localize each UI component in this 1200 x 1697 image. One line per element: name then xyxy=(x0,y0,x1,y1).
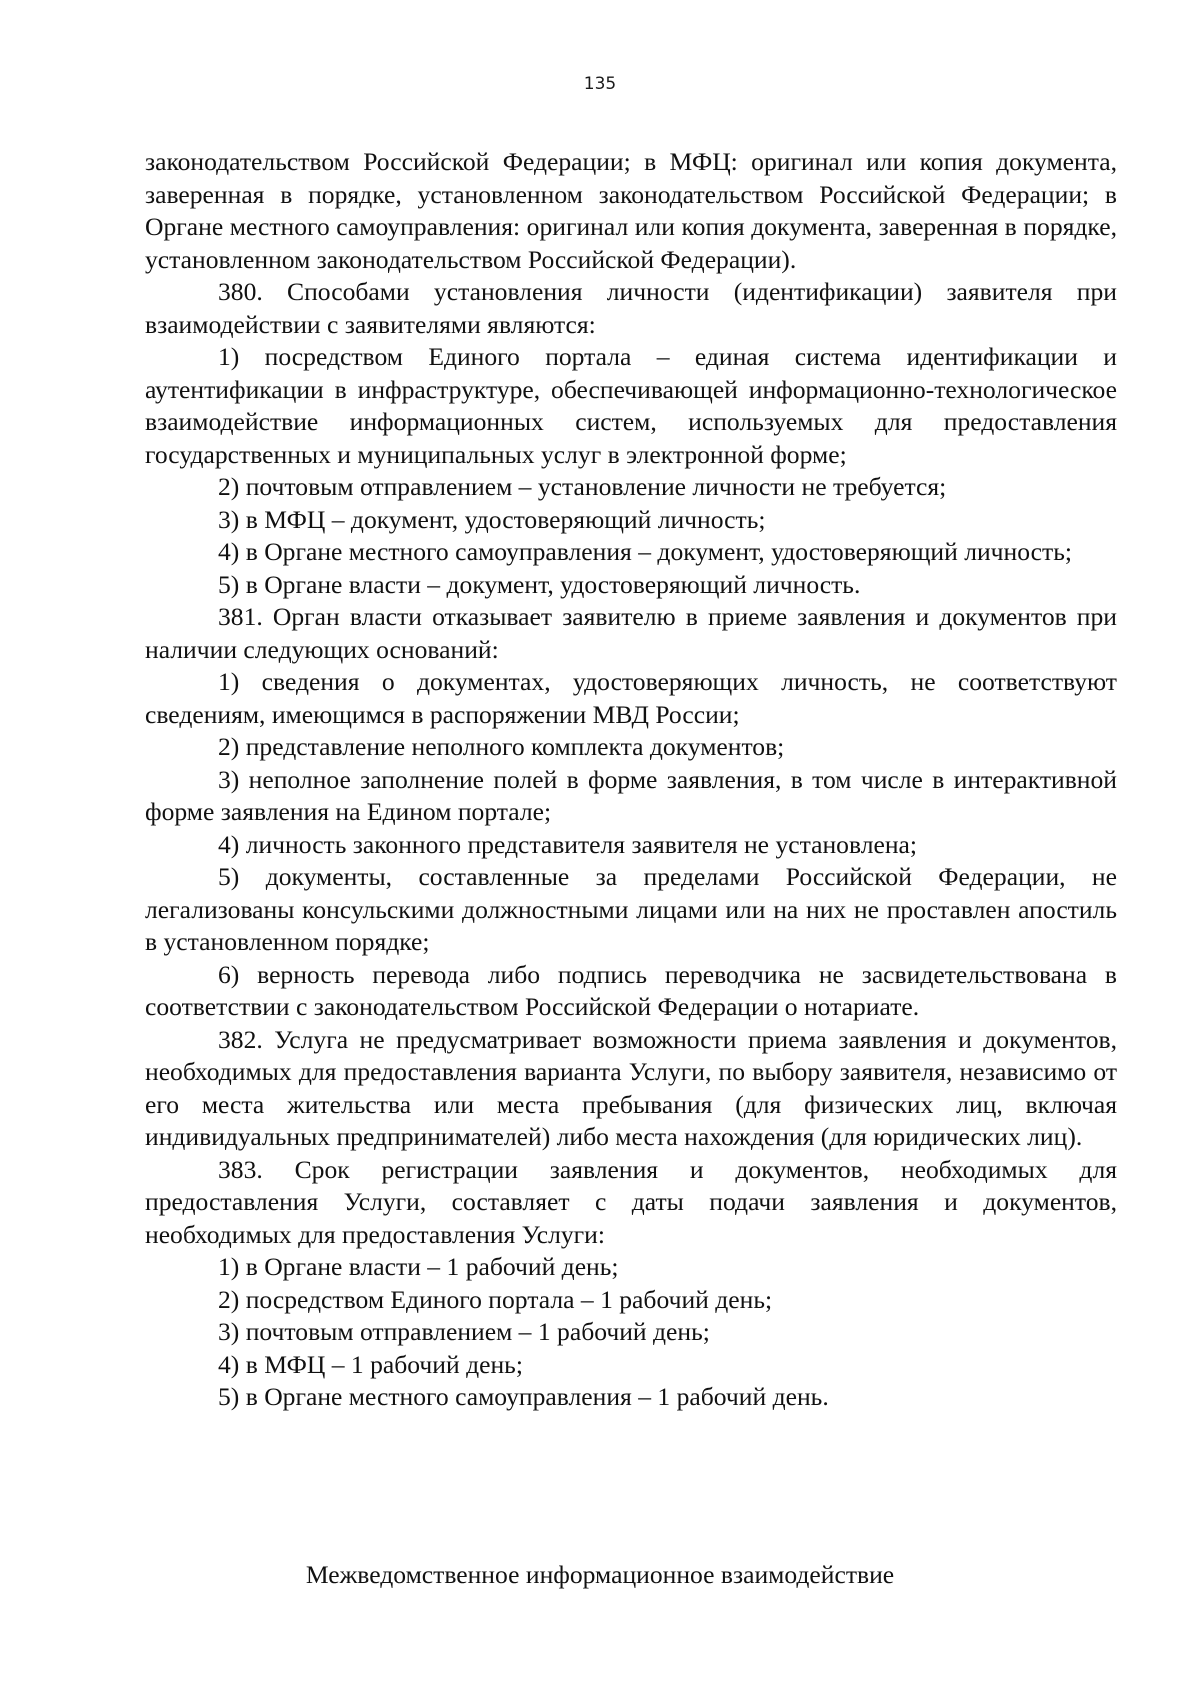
list-item-380-3: 3) в МФЦ – документ, удостоверяющий личность; xyxy=(218,504,766,534)
document-body xyxy=(145,146,1117,1414)
list-item-383-3: 3) почтовым отправлением – 1 рабочий день; xyxy=(218,1317,710,1346)
paragraph-continuation: законодательством Российской Федерации; в МФЦ: оригинал или копия документа, заверенная в порядке, установленном законодательством Российской Федерации; в Органе местного самоуправления: оригинал или копия документа, заверенная в порядке, установленном законодательством Российской Федерации). xyxy=(145,147,1117,274)
list-item-383-5: 5) в Органе местного самоуправления – 1 рабочий день. xyxy=(218,1382,829,1411)
paragraph-381: 381. Орган власти отказывает заявителю в приеме заявления и документов при наличии следующих оснований: xyxy=(145,602,1117,664)
list-item-381-6: 6) верность перевода либо подпись переводчика не засвидетельствована в соответствии с законодательством Российской Федерации о нотариате. xyxy=(145,959,1117,1021)
list-item-380-5: 5) в Органе власти – документ, удостоверяющий личность. xyxy=(218,569,861,599)
list-item-383-2: 2) посредством Единого портала – 1 рабочий день; xyxy=(218,1284,773,1314)
list-item-381-1: 1) сведения о документах, удостоверяющих личность, не соответствуют сведениям, имеющимся в распоряжении МВД России; xyxy=(145,667,1117,729)
list-item-380-4: 4) в Органе местного самоуправления – документ, удостоверяющий личность; xyxy=(218,537,1073,566)
list-item-381-2: 2) представление неполного комплекта документов; xyxy=(218,732,785,761)
paragraph-382: 382. Услуга не предусматривает возможности приема заявления и документов, необходимых для предоставления варианта Услуги, по выбору заявителя, независимо от его места жительства или места пребывания (для физических лиц, включая индивидуальных предпринимателей) либо места нахождения (для юридических лиц). xyxy=(145,1024,1117,1151)
list-item-381-4: 4) личность законного представителя заявителя не установлена; xyxy=(218,829,917,859)
paragraph-380: 380. Способами установления личности (идентификации) заявителя при взаимодействии с заявителями являются: xyxy=(145,277,1117,339)
list-item-383-1: 1) в Органе власти – 1 рабочий день; xyxy=(218,1252,619,1281)
list-item-381-5: 5) документы, составленные за пределами Российской Федерации, не легализованы консульскими должностными лицами или на них не проставлен апостиль в установленном порядке; xyxy=(145,862,1117,956)
list-item-380-1: 1) посредством Единого портала – единая система идентификации и аутентификации в инфраструктуре, обеспечивающей информационно-технологическое взаимодействие информационных систем, используемых для предоставления государственных и муниципальных услуг в электронной форме; xyxy=(145,342,1117,469)
list-item-380-2: 2) почтовым отправлением – установление личности не требуется; xyxy=(218,472,947,501)
list-item-381-3: 3) неполное заполнение полей в форме заявления, в том числе в интерактивной форме заявления на Едином портале; xyxy=(145,764,1117,826)
paragraph-383: 383. Срок регистрации заявления и документов, необходимых для предоставления Услуги, составляет с даты подачи заявления и документов, необходимых для предоставления Услуги: xyxy=(145,1154,1117,1249)
section-heading: Межведомственное информационное взаимодействие xyxy=(305,1560,895,1589)
list-item-383-4: 4) в МФЦ – 1 рабочий день; xyxy=(218,1349,523,1379)
page-number: 135 xyxy=(583,74,617,94)
